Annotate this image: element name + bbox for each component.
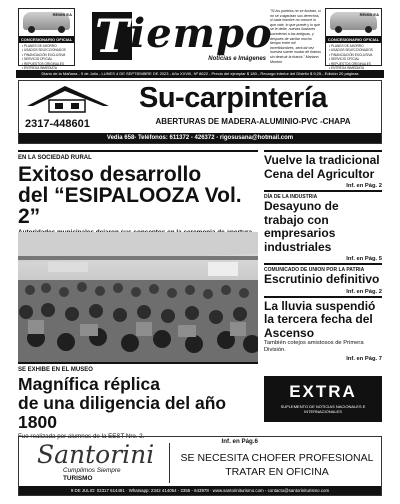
sidebar-news bbox=[264, 150, 382, 363]
santorini-tagline: Cumplimos Siempre bbox=[63, 467, 121, 474]
main-headline-line-2: del “ESIPALOOZA Vol. 2” bbox=[18, 184, 242, 228]
dealer-list-item: • FINANCIACIÓN EXCLUSIVA bbox=[329, 52, 373, 57]
logo-initial: T bbox=[92, 12, 132, 60]
santorini-ad[interactable] bbox=[18, 436, 382, 496]
main-story-headline[interactable] bbox=[18, 164, 258, 227]
dateline: Diario de la Mañana - 9 de Julio - LUNES 4 DE SEPTIEMBRE DE 2023 - Año XXVIII, Nº 8622 - Precio del ejemplar $ 180.- Recargo interior del Distrito $ 9,25.- Edición 20 páginas bbox=[16, 70, 384, 78]
sidebar-story-ref: Inf. en Pág. 2 bbox=[346, 288, 382, 295]
santorini-kind: TURISMO bbox=[63, 475, 93, 482]
masthead-quote: "Si los pueblos no se ilustran, si no se vulgarizan sus derechos, si cada hombre no conoce lo que vale, lo que puede y lo que se le debe, nuevas ilusiones sucederán a las antiguas, y después de vacilar mucho tiempo entre mil incertidumbres, será tal vez nuestra suerte mudar de tiranos sin destruir la tiranía." Mariano Moreno bbox=[270, 9, 321, 64]
dealer-ad-left[interactable] bbox=[18, 8, 75, 71]
second-story-kicker: SE EXHIBE EN EL MUSEO bbox=[18, 367, 93, 373]
sidebar-story-headline[interactable]: La lluvia suspendió la tercera fecha del Ascenso bbox=[264, 298, 376, 340]
sidebar-story[interactable] bbox=[264, 263, 382, 296]
extra-supplement-box[interactable] bbox=[264, 376, 382, 422]
sidebar-story-ref: Inf. en Pág. 2 bbox=[346, 183, 382, 189]
carpentry-name: Su-carpintería bbox=[139, 82, 327, 114]
dealer-list-item: • REPUESTOS ORIGINALES bbox=[22, 61, 64, 66]
dealer-list-item: • FINANCIACIÓN EXCLUSIVA bbox=[22, 52, 66, 57]
main-story[interactable] bbox=[18, 150, 258, 244]
second-story-dek: Fue realizada por alumnos de la EEST Nro. 2. bbox=[18, 433, 145, 440]
extra-subtitle: SUPLEMENTO DE NOTICIAS NACIONALES E INTERNACIONALES bbox=[280, 404, 366, 415]
dealer-brand: REMIS EA bbox=[359, 12, 379, 17]
second-story[interactable] bbox=[18, 362, 258, 445]
second-story-ref: Inf. en Pág.6 bbox=[221, 438, 258, 445]
dealer-list-item: • ENTREGA INMEDIATA bbox=[329, 66, 364, 71]
dealer-list-item: • PLANES DE AHORRO bbox=[22, 44, 57, 48]
crowd-photo-image bbox=[18, 232, 258, 362]
logo-text: iempo bbox=[130, 10, 273, 57]
dealer-ad-right[interactable] bbox=[325, 8, 382, 71]
sidebar-story-kicker: COMUNICADO DE UNION POR LA PATRIA bbox=[264, 267, 365, 273]
dealer-list-item: • SERVICIO OFICIAL bbox=[22, 57, 53, 62]
sidebar-story-headline[interactable]: Vuelve la tradicional Cena del Agricultor bbox=[264, 153, 380, 181]
main-story-kicker: EN LA SOCIEDAD RURAL bbox=[18, 155, 92, 161]
santorini-brand: Santorini bbox=[37, 440, 155, 469]
job-offer-instructions: TRATAR EN OFICINA bbox=[225, 466, 329, 478]
dealer-list-item: • ENTREGA INMEDIATA bbox=[22, 66, 57, 71]
dealer-list bbox=[19, 43, 74, 71]
sidebar-story-kicker: DÍA DE LA INDUSTRIA bbox=[264, 194, 318, 200]
carpentry-phone: 2317-448601 bbox=[25, 118, 90, 130]
santorini-contact-strip: 9 DE JULIO: 02317 614491 · Whatsapp: 2342 414054 - 2355 - 643978 · www.santoriniturismo.com - contacto@santoriniturismo.com bbox=[19, 486, 381, 495]
carpentry-address: Vedia 658- Teléfonos: 611372 - 426372 - rigosusana@hotmail.com bbox=[19, 133, 381, 143]
dealer-list-item: • SERVICIO OFICIAL bbox=[329, 57, 360, 62]
masthead bbox=[0, 0, 400, 71]
carpentry-products: ABERTURAS DE MADERA-ALUMINIO-PVC -CHAPA bbox=[155, 117, 351, 126]
dealer-heading: CONCESIONARIO OFICIAL bbox=[327, 37, 380, 42]
event-photo[interactable] bbox=[18, 232, 258, 362]
sidebar-story-ref: Inf. en Pág. 5 bbox=[346, 256, 382, 262]
house-roof-icon bbox=[25, 84, 111, 114]
carpentry-ad[interactable] bbox=[18, 80, 382, 144]
dealer-heading: CONCESIONARIO OFICIAL bbox=[20, 37, 73, 42]
sidebar-story-headline[interactable]: Desayuno de trabajo con empresarios industriales bbox=[264, 199, 339, 254]
job-offer-title: SE NECESITA CHOFER PROFESIONAL bbox=[180, 452, 374, 464]
sidebar-story[interactable] bbox=[264, 190, 382, 263]
sidebar-story-headline[interactable]: Escrutinio definitivo bbox=[264, 272, 380, 286]
dealer-list-item: • USADOS SELECCIONADOS bbox=[329, 48, 373, 53]
dealer-list bbox=[326, 43, 381, 71]
dealer-brand: REMIS EA bbox=[52, 12, 72, 17]
sidebar-story[interactable] bbox=[264, 296, 382, 364]
logo-subtitle: Noticias e Imágenes bbox=[208, 56, 266, 62]
second-headline-line-1: Magnífica réplica bbox=[18, 374, 160, 394]
job-offer bbox=[177, 451, 377, 479]
dealer-list-item: • REPUESTOS ORIGINALES bbox=[329, 61, 371, 66]
dealer-list-item: • PLANES DE AHORRO bbox=[329, 44, 364, 48]
dealer-list-item: • USADOS SELECCIONADOS bbox=[22, 48, 66, 53]
newspaper-logo[interactable] bbox=[90, 9, 273, 66]
main-headline-line-1: Exitoso desarrollo bbox=[18, 163, 202, 186]
extra-title: EXTRA bbox=[289, 382, 357, 401]
sidebar-story-dek: También cotejos amistosos de Primera División. bbox=[264, 340, 364, 353]
sidebar-story[interactable] bbox=[264, 150, 382, 190]
sidebar-story-ref: Inf. en Pág. 7 bbox=[346, 356, 382, 362]
second-headline-line-2: de una diligencia del año 1800 bbox=[18, 393, 227, 432]
ad-divider bbox=[169, 443, 170, 483]
second-story-headline[interactable] bbox=[18, 375, 258, 432]
